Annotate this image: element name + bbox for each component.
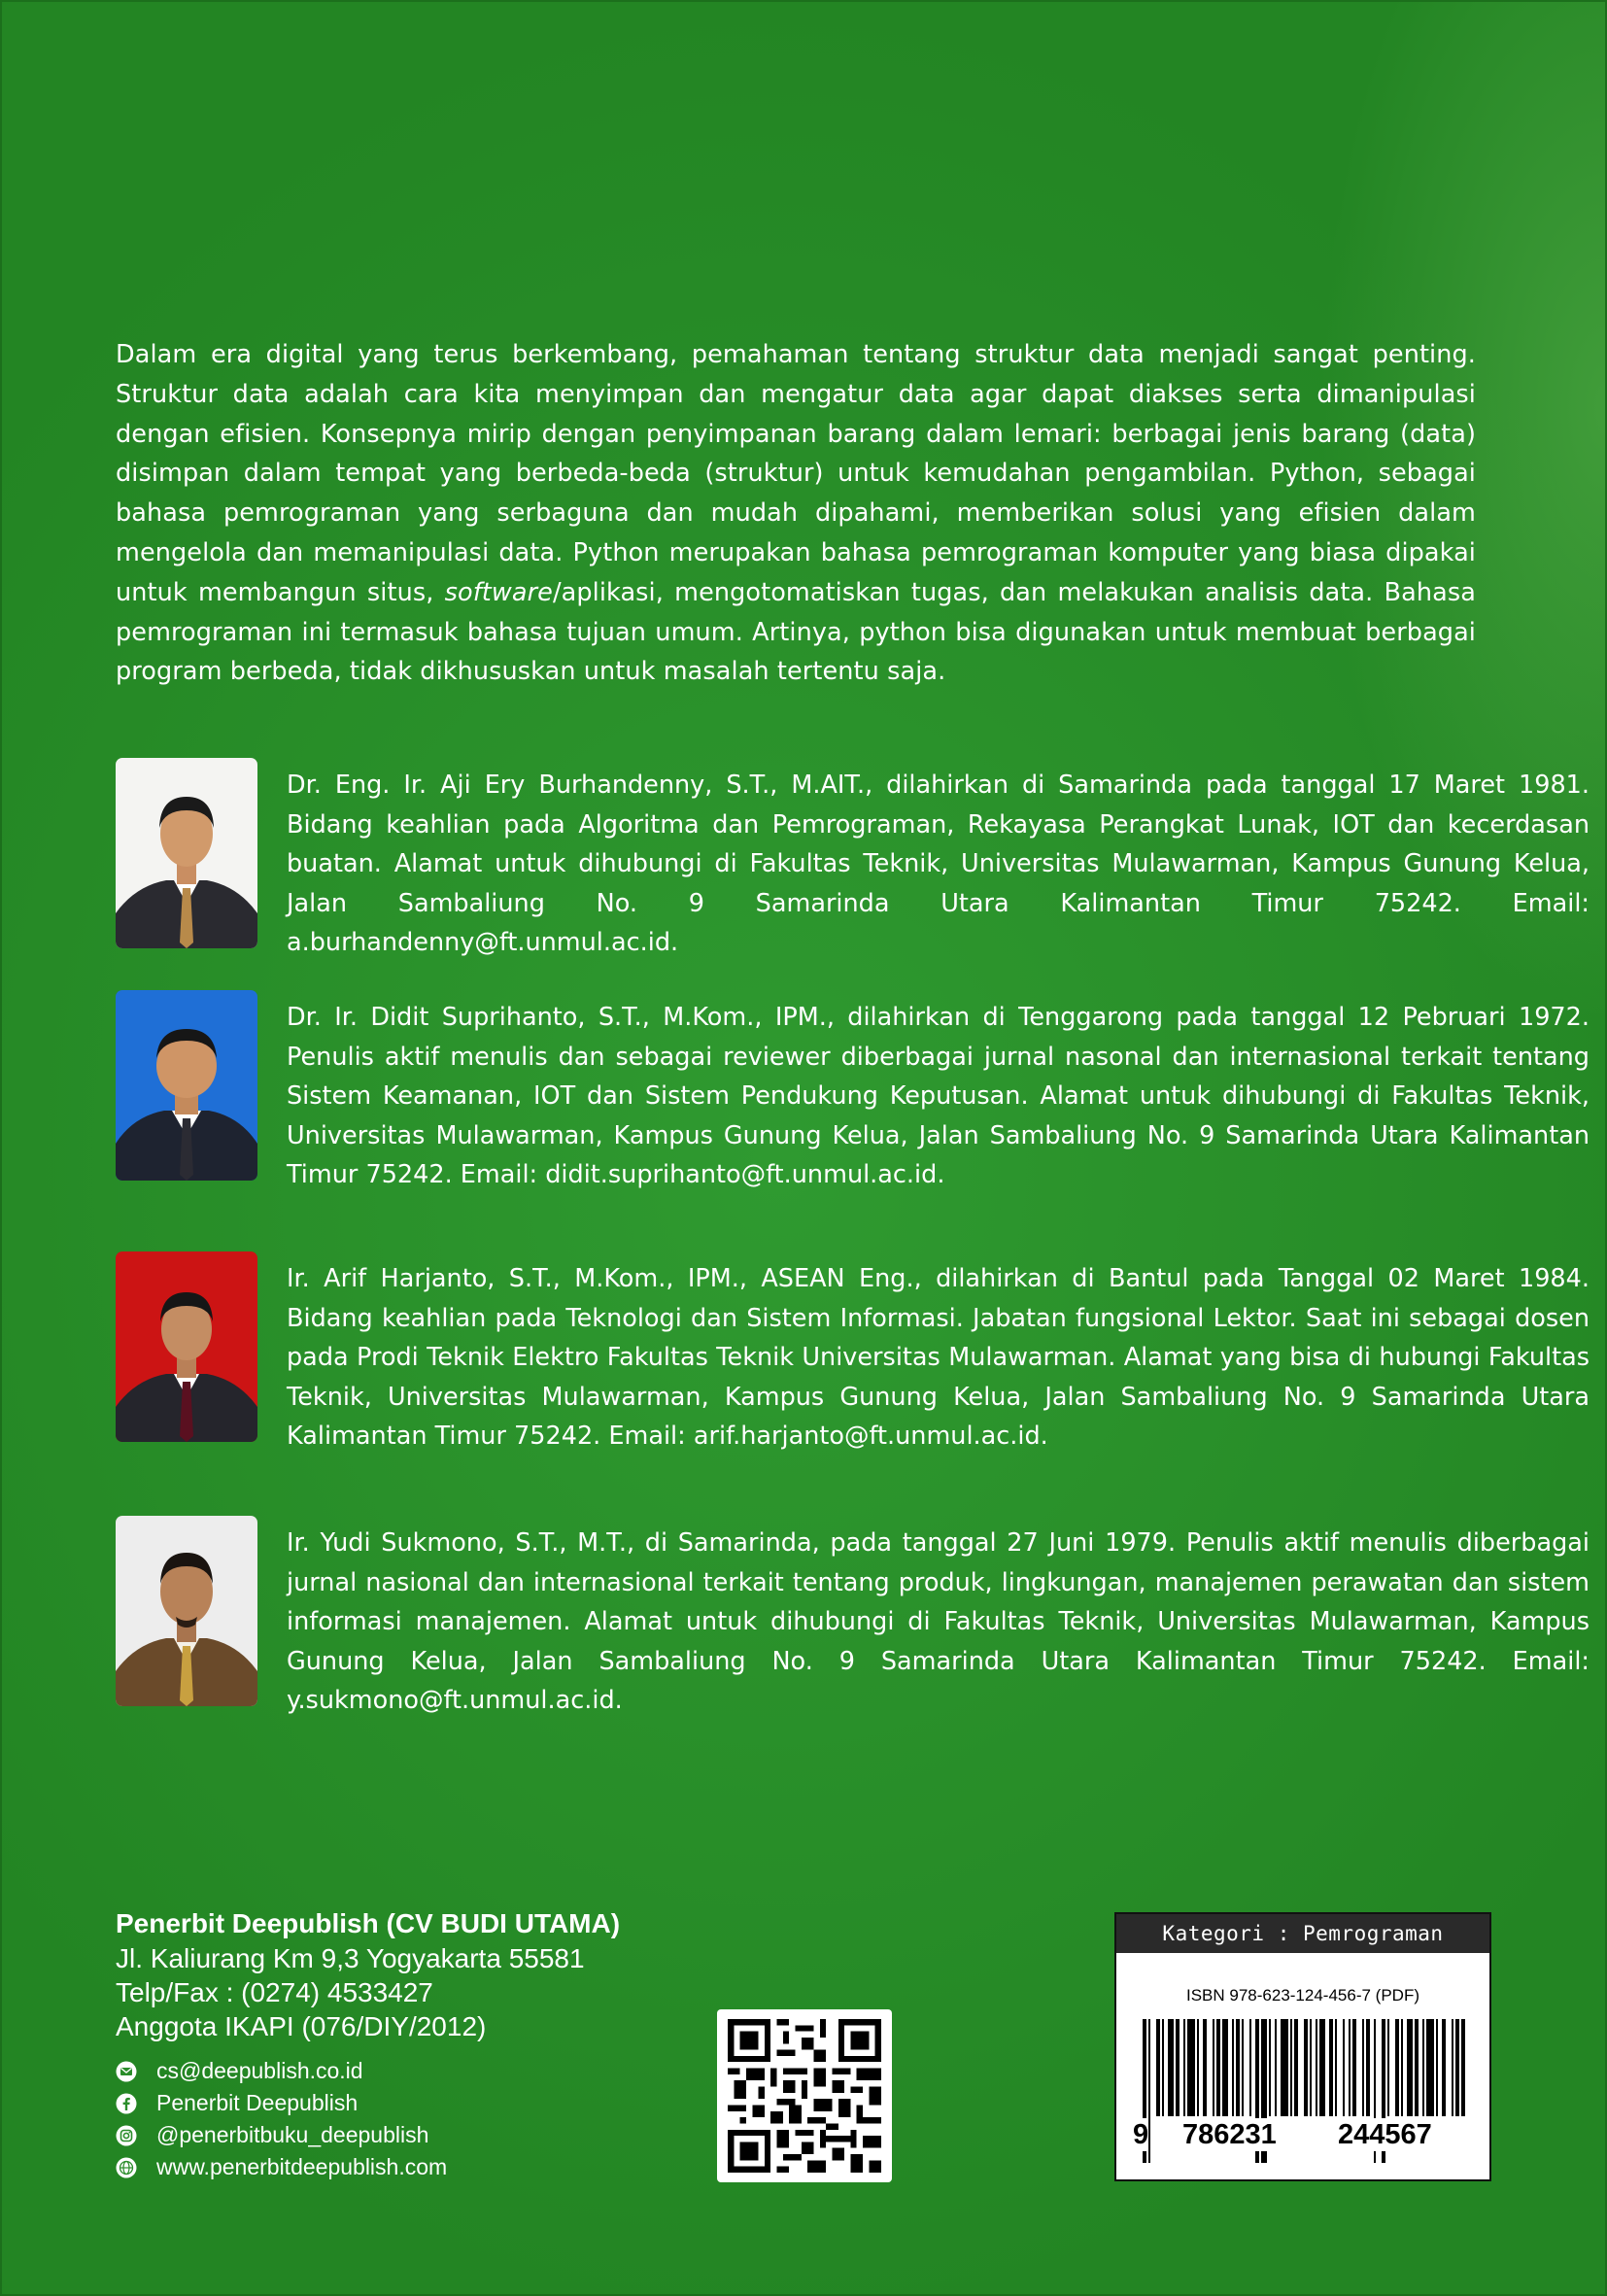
barcode-bar xyxy=(1401,2019,1403,2116)
author-photo-4 xyxy=(116,1516,257,1706)
author-bio-4: Ir. Yudi Sukmono, S.T., M.T., di Samarinda, pada tanggal 27 Juni 1979. Penulis aktif menulis diberbagai jurnal nasional dan internasional terkait tentang produk, lingkungan, manajemen perawatan dan sistem informasi manajemen. Alamat untuk dihubungi di Fakultas Teknik, Universitas Mulawarman, Kampus Gunung Kelua, Jalan Sambaliung No. 9 Samarinda Utara Kalimantan Timur 75242. Email: y.sukmono@ft.unmul.ac.id. xyxy=(287,1528,1590,1716)
contact-email xyxy=(116,2055,718,2087)
contact-website xyxy=(116,2151,718,2183)
contact-facebook xyxy=(116,2087,718,2119)
portrait-icon xyxy=(116,990,257,1181)
contact-instagram-text: @penerbitbuku_deepublish xyxy=(156,2122,429,2147)
barcode-bar xyxy=(1461,2019,1465,2116)
author-bio-2: Dr. Ir. Didit Suprihanto, S.T., M.Kom., IPM., dilahirkan di Tenggarong pada tanggal 12 Pebruari 1972. Penulis aktif menulis dan sebagai reviewer diberbagai jurnal nasonal dan internasional terkait tentang Sistem Keamanan, IOT dan Sistem Pendukung Keputusan. Alamat untuk dihubungi di Fakultas Teknik, Universitas Mulawarman, Kampus Gunung Kelua, Jalan Sambaliung No. 9 Samarinda Utara Kalimantan Timur 75242. Email: didit.suprihanto@ft.unmul.ac.id. xyxy=(287,1003,1590,1190)
globe-icon xyxy=(116,2157,137,2178)
facebook-icon xyxy=(116,2093,137,2114)
description-italic-word: software xyxy=(444,577,553,607)
qr-code xyxy=(717,2009,892,2182)
contact-facebook-text: Penerbit Deepublish xyxy=(156,2090,359,2115)
barcode-bar xyxy=(1294,2019,1298,2116)
author-bio-1: Dr. Eng. Ir. Aji Ery Burhandenny, S.T., M.AIT., dilahirkan di Samarinda pada tanggal 17 Maret 1981. Bidang keahlian pada Algoritma dan Pemrograman, Rekayasa Perangkat Lunak, IOT dan kecerdasan buatan. Alamat untuk dihubungi di Fakultas Teknik, Universitas Mulawarman, Kampus Gunung Kelua, Jalan Sambaliung No. 9 Samarinda Utara Kalimantan Timur 75242. Email: a.burhandenny@ft.unmul.ac.id. xyxy=(287,771,1590,958)
isbn-barcode-box xyxy=(1114,1912,1491,2181)
publisher-name: Penerbit Deepublish (CV BUDI UTAMA) xyxy=(116,1908,621,1938)
barcode-bar xyxy=(1316,2019,1317,2116)
contact-email-text: cs@deepublish.co.id xyxy=(156,2058,363,2083)
author-bio-3: Ir. Arif Harjanto, S.T., M.Kom., IPM., ASEAN Eng., dilahirkan di Bantul pada Tanggal 02 Maret 1984. Bidang keahlian pada Teknologi dan Sistem Informasi. Jabatan fungsional Lektor. Saat ini sebagai dosen pada Prodi Teknik Elektro Fakultas Teknik Universitas Mulawarman. Alamat yang bisa di hubungi Fakultas Teknik, Universitas Mulawarman, Kampus Gunung Kelua, Jalan Sambaliung No. 9 Samarinda Utara Kalimantan Timur 75242. Email: arif.harjanto@ft.unmul.ac.id. xyxy=(287,1264,1590,1452)
barcode-bar xyxy=(1176,2019,1180,2116)
barcode-bar xyxy=(1335,2019,1337,2116)
barcode-bar xyxy=(1455,2019,1459,2116)
barcode-bar xyxy=(1249,2019,1251,2116)
barcode-bar xyxy=(1436,2019,1438,2116)
barcode-bar xyxy=(1352,2019,1356,2116)
barcode-bar xyxy=(1242,2019,1244,2116)
barcode-bar xyxy=(1426,2019,1434,2116)
contact-instagram xyxy=(116,2119,718,2151)
barcode-bar xyxy=(1366,2019,1370,2116)
barcode-bar xyxy=(1395,2019,1399,2116)
barcode-digits-left: 786231 xyxy=(1182,2119,1277,2150)
barcode-bar xyxy=(1290,2019,1292,2116)
instagram-icon xyxy=(116,2125,137,2146)
portrait-icon xyxy=(116,1251,257,1442)
barcode-bar xyxy=(1156,2019,1160,2116)
book-description xyxy=(116,335,1476,692)
description-text: Dalam era digital yang terus berkembang, pemahaman tentang struktur data menjadi sangat penting. Struktur data adalah cara kita menyimpan dan mengatur data agar dapat diakses serta dimanipulasi dengan efisien. Konsepnya mirip dengan penyimpanan barang dalam lemari: berbagai jenis barang (data) disimpan dalam tempat yang berbeda-beda (struktur) untuk kemudahan pengambilan. Python, sebagai bahasa pemrograman yang serbaguna dan mudah dipahami, memberikan solusi yang efisien dalam mengelola dan memanipulasi data. Python merupakan bahasa pemrograman komputer yang biasa dipakai untuk membangun situs, xyxy=(116,340,1476,607)
barcode-bar xyxy=(1275,2019,1277,2116)
barcode-bar xyxy=(1349,2019,1351,2116)
barcode-bar xyxy=(1222,2019,1228,2116)
barcode-bar xyxy=(1362,2019,1364,2116)
barcode-bar xyxy=(1387,2019,1389,2116)
barcode-bar xyxy=(1187,2019,1195,2116)
barcode-bar xyxy=(1442,2019,1446,2116)
mail-icon xyxy=(116,2061,137,2082)
category-label: Kategori : Pemrograman xyxy=(1116,1914,1489,1953)
barcode-bar xyxy=(1407,2019,1413,2116)
barcode-bar xyxy=(1197,2019,1199,2116)
description-text-end: /aplikasi, mengotomatiskan tugas, dan melakukan analisis data. Bahasa pemrograman ini termasuk bahasa tujuan umum. Artinya, python bisa digunakan untuk membuat berbagai program berbeda, tidak dikhususkan untuk masalah tertentu saja. xyxy=(116,577,1476,687)
barcode-bar xyxy=(1422,2019,1424,2116)
barcode-bar xyxy=(1415,2019,1419,2116)
portrait-icon xyxy=(116,758,257,948)
barcode-bar xyxy=(1162,2019,1164,2116)
barcode-bar xyxy=(1304,2019,1308,2116)
isbn-number: ISBN 978-623-124-456-7 (PDF) xyxy=(1185,1986,1419,2005)
barcode-bar xyxy=(1216,2019,1220,2116)
publisher-address: Jl. Kaliurang Km 9,3 Yogyakarta 55581 xyxy=(116,1943,585,1973)
barcode-bar xyxy=(1281,2019,1288,2116)
barcode-bar xyxy=(1310,2019,1312,2116)
barcode-bar xyxy=(1232,2019,1234,2116)
contact-website-text: www.penerbitdeepublish.com xyxy=(156,2154,448,2179)
author-photo-1 xyxy=(116,758,257,948)
barcode-digits-right: 244567 xyxy=(1338,2119,1432,2150)
barcode-digit-first: 9 xyxy=(1133,2119,1149,2150)
author-photo-2 xyxy=(116,990,257,1181)
qr-code-icon xyxy=(727,2019,882,2173)
barcode-bar xyxy=(1148,2019,1150,2163)
publisher-info xyxy=(116,1906,718,2183)
publisher-phone: Telp/Fax : (0274) 4533427 xyxy=(116,1977,433,2007)
barcode-bar xyxy=(1269,2019,1271,2116)
barcode-bar xyxy=(1183,2019,1185,2116)
publisher-contacts xyxy=(116,2055,718,2183)
barcode-bar xyxy=(1329,2019,1333,2116)
publisher-membership: Anggota IKAPI (076/DIY/2012) xyxy=(116,2011,487,2041)
barcode-bar xyxy=(1319,2019,1325,2116)
barcode-bar xyxy=(1236,2019,1240,2116)
portrait-icon xyxy=(116,1516,257,1706)
barcode-bar xyxy=(1213,2019,1214,2116)
barcode-bar xyxy=(1168,2019,1174,2116)
barcode-bar xyxy=(1203,2019,1207,2116)
barcode-bar xyxy=(1343,2019,1345,2116)
barcode-bar xyxy=(1452,2019,1453,2116)
author-photo-3 xyxy=(116,1251,257,1442)
